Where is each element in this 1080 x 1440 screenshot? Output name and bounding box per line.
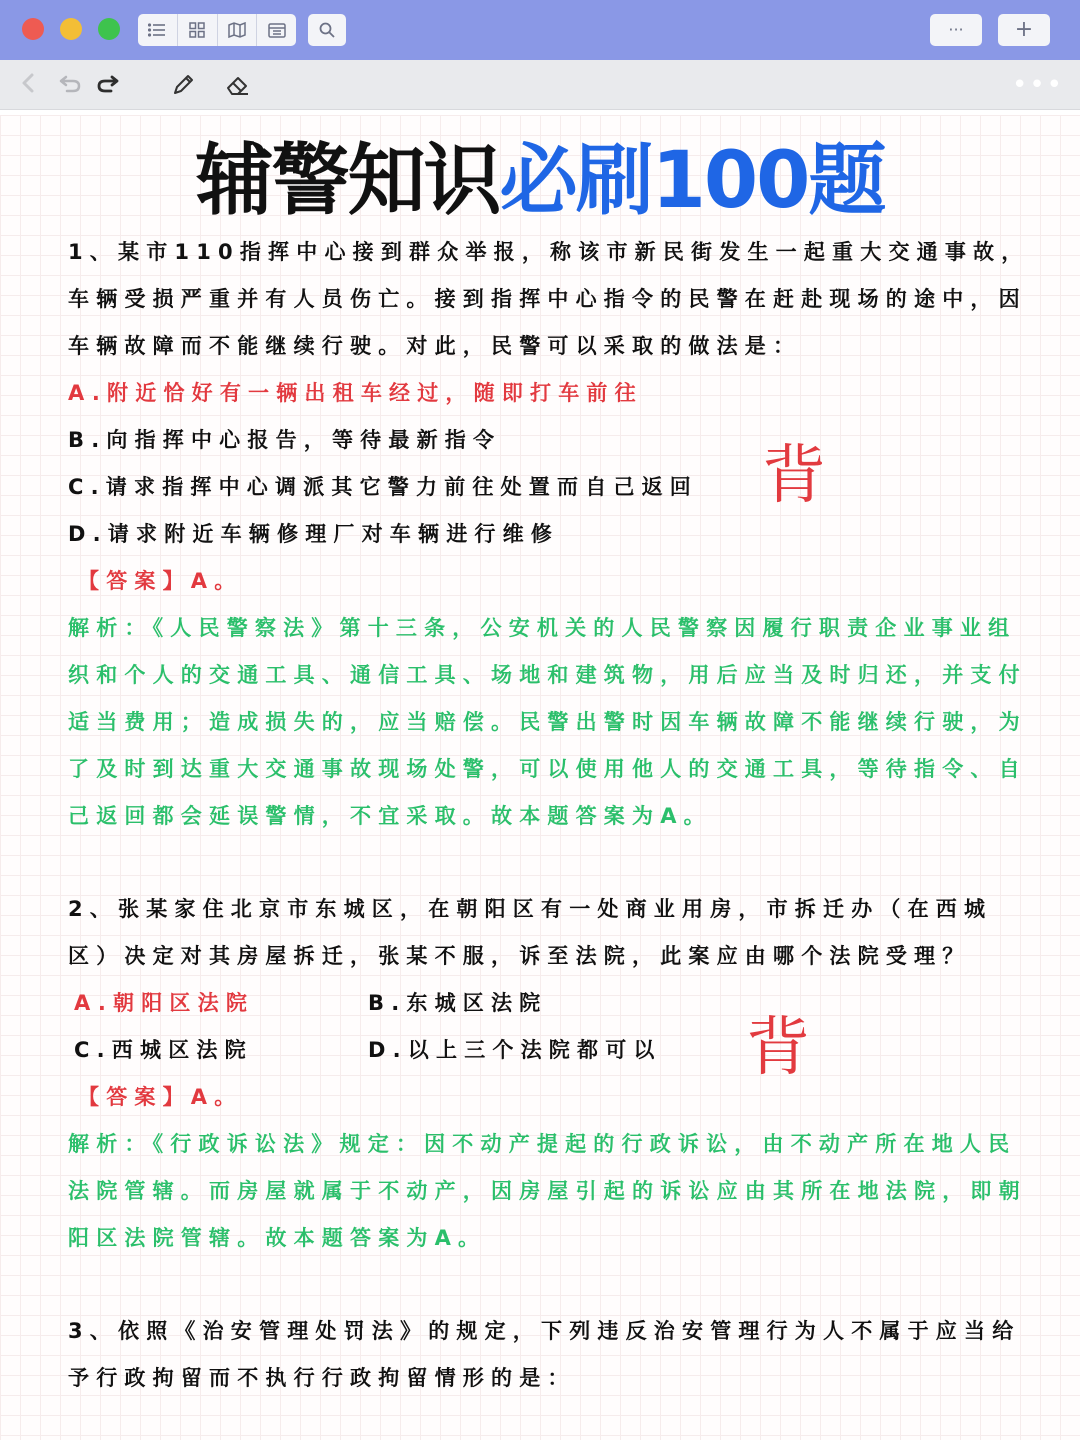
q1-option-c: C.请求指挥中心调派其它警力前往处置而自己返回 (68, 475, 698, 499)
add-button[interactable] (998, 14, 1050, 46)
more-options-button[interactable] (930, 14, 982, 46)
calendar-icon (268, 22, 286, 38)
redo-icon[interactable] (96, 72, 120, 101)
q2-explanation-line-3: 阳区法院管辖。故本题答案为A。 (68, 1226, 487, 1250)
q1-option-b: B.向指挥中心报告，等待最新指令 (68, 428, 502, 452)
q1-option-a: A.附近恰好有一辆出租车经过，随即打车前往 (68, 381, 643, 405)
grid-icon (189, 22, 205, 38)
minimize-window-button[interactable] (60, 18, 82, 40)
close-window-button[interactable] (22, 18, 44, 40)
maximize-window-button[interactable] (98, 18, 120, 40)
memorize-stamp-1: 背 (762, 439, 826, 513)
plus-icon: + (1014, 17, 1034, 42)
back-icon[interactable] (20, 72, 36, 101)
q3-stem-line-1: 3、依照《治安管理处罚法》的规定，下列违反治安管理行为人不属于应当给 (68, 1319, 1021, 1343)
q1-explanation-line-3: 适当费用；造成损失的，应当赔偿。民警出警时因车辆故障不能继续行驶，为 (68, 710, 1027, 734)
map-view-button[interactable] (218, 14, 258, 46)
memorize-stamp-2: 背 (746, 1011, 810, 1085)
more-icon: ··· (948, 20, 964, 39)
q2-explanation-line-2: 法院管辖。而房屋就属于不动产，因房屋引起的诉讼应由其所在地法院，即朝 (68, 1179, 1027, 1203)
undo-icon[interactable] (58, 72, 82, 101)
map-icon (228, 22, 246, 38)
q2-stem-line-1: 2、张某家住北京市东城区，在朝阳区有一处商业用房，市拆迁办（在西城 (68, 897, 993, 921)
page-title (0, 135, 1080, 227)
title-blue-part: 必刷100题 (499, 136, 885, 226)
eraser-icon[interactable] (224, 72, 252, 105)
q1-option-d: D.请求附近车辆修理厂对车辆进行维修 (68, 522, 560, 546)
list-icon (148, 23, 166, 37)
title-black-part: 辅警知识 (195, 136, 500, 226)
list-view-button[interactable] (138, 14, 178, 46)
calendar-view-button[interactable] (257, 14, 296, 46)
q2-option-a: A.朝阳区法院 (74, 991, 255, 1015)
q2-answer: 【答案】A。 (78, 1085, 243, 1109)
q1-stem-line-1: 1、某市110指挥中心接到群众举报，称该市新民街发生一起重大交通事故， (68, 240, 1030, 264)
search-button[interactable] (308, 14, 346, 46)
q1-explanation-line-2: 织和个人的交通工具、通信工具、场地和建筑物，用后应当及时归还，并支付 (68, 663, 1027, 687)
q1-answer: 【答案】A。 (78, 569, 243, 593)
window-titlebar (0, 0, 1080, 60)
q1-explanation-line-4: 了及时到达重大交通事故现场处警，可以使用他人的交通工具，等待指令、自 (68, 757, 1027, 781)
editing-toolbar (0, 60, 1080, 110)
more-icon[interactable]: ••• (1012, 70, 1065, 100)
q2-stem-line-2: 区）决定对其房屋拆迁，张某不服，诉至法院，此案应由哪个法院受理？ (68, 944, 971, 968)
grid-view-button[interactable] (178, 14, 218, 46)
view-mode-group (138, 14, 296, 46)
q1-explanation-line-1: 解析：《人民警察法》第十三条，公安机关的人民警察因履行职责企业事业组 (68, 616, 1017, 640)
q2-option-d: D.以上三个法院都可以 (368, 1038, 662, 1062)
q1-stem-line-3: 车辆故障而不能继续行驶。对此，民警可以采取的做法是： (68, 334, 802, 358)
q2-explanation-line-1: 解析：《行政诉讼法》规定：因不动产提起的行政诉讼，由不动产所在地人民 (68, 1132, 1017, 1156)
q1-explanation-line-5: 己返回都会延误警情，不宜采取。故本题答案为A。 (68, 804, 712, 828)
q1-stem-line-2: 车辆受损严重并有人员伤亡。接到指挥中心指令的民警在赶赴现场的途中，因 (68, 287, 1027, 311)
search-icon (319, 22, 335, 38)
q2-option-b: B.东城区法院 (368, 991, 548, 1015)
pen-icon[interactable] (170, 72, 196, 105)
q2-option-c: C.西城区法院 (74, 1038, 253, 1062)
q3-stem-line-2: 予行政拘留而不执行行政拘留情形的是： (68, 1366, 576, 1390)
